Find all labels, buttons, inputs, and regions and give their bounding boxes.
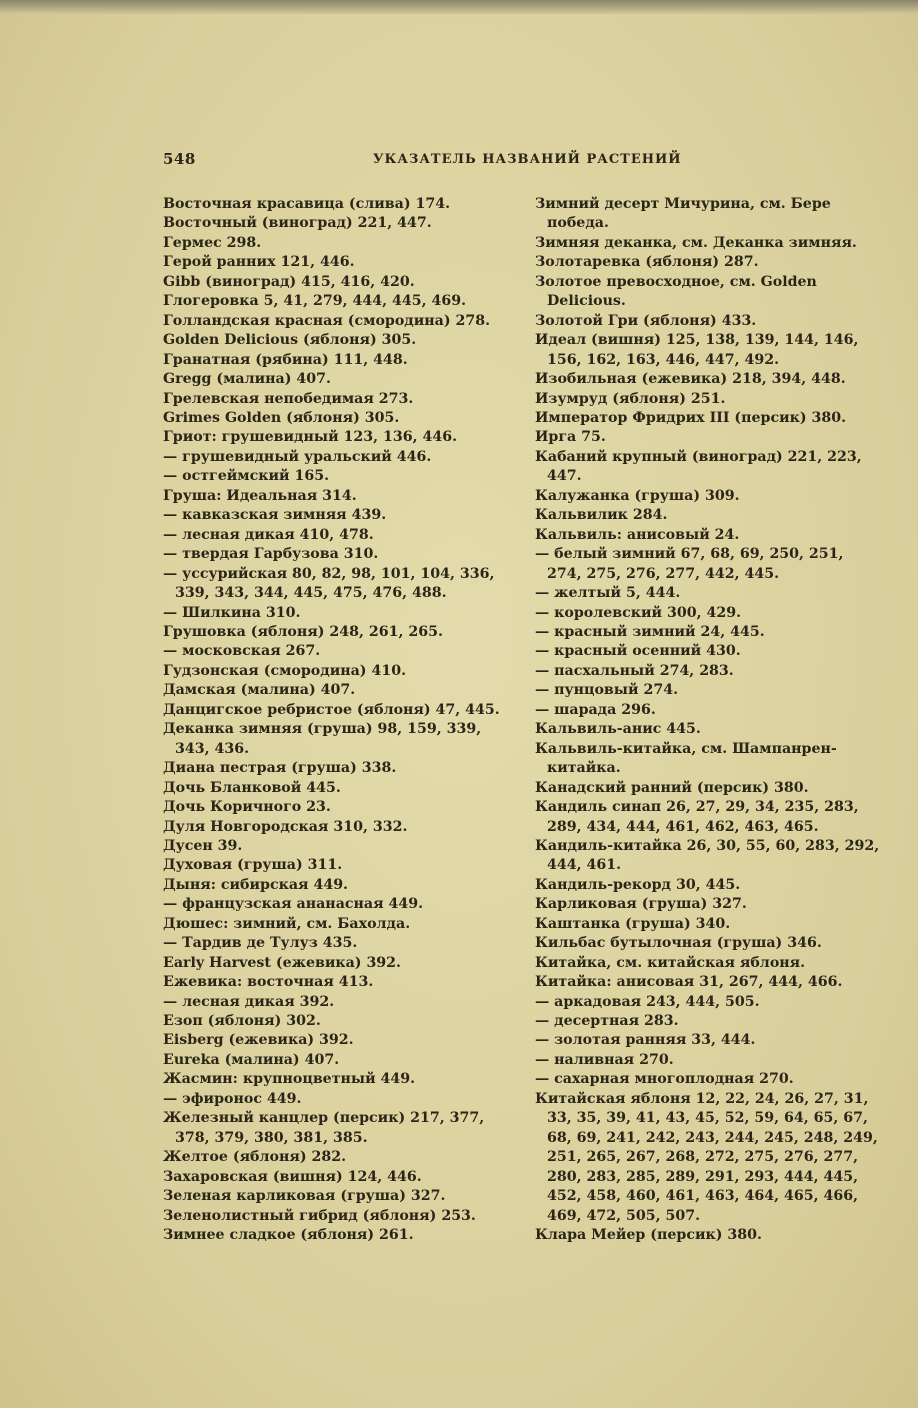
index-entry: Китайка, см. китайская яблоня. [535, 954, 806, 971]
index-entry: Early Harvest (ежевика) 392. [163, 954, 401, 971]
index-entry: Золотой Гри (яблоня) 433. [535, 312, 757, 329]
index-entry: — остгеймский 165. [163, 468, 330, 485]
index-column-right [535, 195, 880, 1245]
index-entry: — лесная дикая 410, 478. [163, 526, 374, 543]
index-entry: Китайская яблоня 12, 22, 24, 26, 27, 31, 33, 35, 39, 41, 43, 45, 52, 59, 64, 65, 67, 68, 69, 241, 242, 243, 244, 245, 248, 249, 251, 265, 267, 268, 272, 275, 276, 277, 280, 283, 285, 289, 291, 293, 444, 445, 452, 458, 460, 461, 463, 464, 465, 466, 469, 472, 505, 507. [535, 1090, 878, 1224]
index-entry: Карликовая (груша) 327. [535, 896, 747, 913]
index-entry: — наливная 270. [535, 1051, 674, 1068]
index-entry: Деканка зимняя (груша) 98, 159, 339, 343, 436. [163, 721, 482, 757]
index-entry: Дыня: сибирская 449. [163, 876, 348, 893]
index-entry: Гриот: грушевидный 123, 136, 446. [163, 429, 458, 446]
index-entry: Китайка: анисовая 31, 267, 444, 466. [535, 974, 843, 991]
index-entry: Дюшес: зимний, см. Бахолда. [163, 915, 411, 932]
index-entry: — лесная дикая 392. [163, 993, 335, 1010]
index-entry: — Тардив де Тулуз 435. [163, 935, 358, 952]
index-entry: — эфиронос 449. [163, 1090, 302, 1107]
running-title: УКАЗАТЕЛЬ НАЗВАНИЙ РАСТЕНИЙ [373, 152, 682, 167]
index-entry: Зеленолистный гибрид (яблоня) 253. [163, 1207, 476, 1224]
page-header [163, 150, 881, 174]
index-entry: Золотое превосходное, см. Golden Delicious. [535, 273, 817, 310]
index-entry: — твердая Гарбузова 310. [163, 546, 379, 563]
index-entry: Кальвиль-анис 445. [535, 721, 701, 738]
index-entry: Кандиль-рекорд 30, 445. [535, 876, 741, 893]
index-entry: Кабаний крупный (виноград) 221, 223, 447. [535, 448, 862, 485]
index-entry: — белый зимний 67, 68, 69, 250, 251, 274, 275, 276, 277, 442, 445. [535, 546, 844, 582]
index-entry: Желтое (яблоня) 282. [163, 1149, 347, 1166]
index-entry: — кавказская зимняя 439. [163, 507, 387, 524]
index-entry: — красный осенний 430. [535, 643, 741, 660]
index-entry: — московская 267. [163, 643, 321, 660]
index-entry: Кальвиль: анисовый 24. [535, 526, 740, 543]
index-entry: Каштанка (груша) 340. [535, 915, 731, 932]
index-entry: Данцигское ребристое (яблоня) 47, 445. [163, 701, 500, 718]
index-entry: — сахарная многоплодная 270. [535, 1071, 794, 1088]
index-entry: Дамская (малина) 407. [163, 682, 356, 699]
index-entry: Грушовка (яблоня) 248, 261, 265. [163, 623, 443, 640]
index-entry: Груша: Идеальная 314. [163, 487, 357, 504]
page-top-edge [0, 0, 918, 14]
index-entry: Золотаревка (яблоня) 287. [535, 254, 759, 271]
index-entry: — Шилкина 310. [163, 604, 301, 621]
index-entry: Кандиль-китайка 26, 30, 55, 60, 283, 292, 444, 461. [535, 837, 880, 874]
index-entry: — красный зимний 24, 445. [535, 623, 765, 640]
index-entry: Grimes Golden (яблоня) 305. [163, 409, 400, 426]
index-entry: Голландская красная (смородина) 278. [163, 312, 491, 329]
index-entry: Восточная красавица (слива) 174. [163, 196, 451, 212]
index-entry: Кильбас бутылочная (груша) 346. [535, 935, 822, 952]
index-entry: — уссурийская 80, 82, 98, 101, 104, 336, 339, 343, 344, 445, 475, 476, 488. [163, 565, 495, 602]
index-entry: — золотая ранняя 33, 444. [535, 1032, 756, 1049]
index-entry: — желтый 5, 444. [535, 585, 681, 602]
index-entry: Дочь Коричного 23. [163, 799, 331, 816]
page-number: 548 [163, 150, 196, 168]
index-entry: Дуля Новгородская 310, 332. [163, 818, 408, 835]
index-entry: — грушевидный уральский 446. [163, 448, 432, 465]
index-entry: Гудзонская (смородина) 410. [163, 662, 407, 679]
index-entry: Ежевика: восточная 413. [163, 974, 374, 991]
index-entry: Дусен 39. [163, 837, 243, 854]
index-entry: Зимняя деканка, см. Деканка зимняя. [535, 234, 857, 251]
index-entry: — шарада 296. [535, 701, 656, 718]
index-entry: — пунцовый 274. [535, 682, 679, 699]
index-entry: Глогеровка 5, 41, 279, 444, 445, 469. [163, 293, 467, 310]
index-entry: Герой ранних 121, 446. [163, 254, 355, 271]
index-entry: Клара Мейер (персик) 380. [535, 1227, 762, 1244]
index-entry: Грелевская непобедимая 273. [163, 390, 414, 407]
index-entry: Изобильная (ежевика) 218, 394, 448. [535, 371, 846, 388]
index-entry: Зимний десерт Мичурина, см. Бере победа. [535, 196, 831, 232]
index-entry: Кальвиль-китайка, см. Шампанрен-китайка. [535, 740, 837, 777]
index-entry: Gregg (малина) 407. [163, 371, 331, 388]
index-entry: Ирга 75. [535, 429, 606, 446]
index-entry: Идеал (вишня) 125, 138, 139, 144, 146, 156, 162, 163, 446, 447, 492. [535, 332, 859, 368]
index-entry: Захаровская (вишня) 124, 446. [163, 1168, 422, 1185]
index-entry: Езоп (яблоня) 302. [163, 1013, 321, 1030]
index-entry: Диана пестрая (груша) 338. [163, 760, 397, 777]
index-entry: Eisberg (ежевика) 392. [163, 1032, 354, 1049]
index-entry: — аркадовая 243, 444, 505. [535, 993, 760, 1010]
index-entry: Изумруд (яблоня) 251. [535, 390, 726, 407]
index-entry: Golden Delicious (яблоня) 305. [163, 332, 417, 349]
index-entry: Калужанка (груша) 309. [535, 487, 740, 504]
index-entry: Кандиль синап 26, 27, 29, 34, 235, 283, 289, 434, 444, 461, 462, 463, 465. [535, 799, 859, 835]
index-entry: Кальвилик 284. [535, 507, 668, 524]
index-entry: Дочь Бланковой 445. [163, 779, 341, 796]
index-entry: Восточный (виноград) 221, 447. [163, 215, 432, 232]
index-entry: Духовая (груша) 311. [163, 857, 343, 874]
index-entry: — французская ананасная 449. [163, 896, 424, 913]
index-entry: Гранатная (рябина) 111, 448. [163, 351, 408, 368]
index-entry: Eureka (малина) 407. [163, 1051, 340, 1068]
index-entry: Жасмин: крупноцветный 449. [163, 1071, 416, 1088]
index-entry: Император Фридрих III (персик) 380. [535, 409, 847, 426]
index-entry: Зимнее сладкое (яблоня) 261. [163, 1227, 414, 1244]
index-entry: Железный канцлер (персик) 217, 377, 378, 379, 380, 381, 385. [163, 1110, 485, 1146]
index-entry: Gibb (виноград) 415, 416, 420. [163, 273, 415, 290]
index-entry: Гермес 298. [163, 234, 262, 251]
index-entry: Зеленая карликовая (груша) 327. [163, 1188, 446, 1205]
index-entry: — пасхальный 274, 283. [535, 662, 734, 679]
index-column-left [163, 195, 513, 1245]
index-entry: — десертная 283. [535, 1013, 679, 1030]
index-entry: Канадский ранний (персик) 380. [535, 779, 809, 796]
index-entry: — королевский 300, 429. [535, 604, 742, 621]
